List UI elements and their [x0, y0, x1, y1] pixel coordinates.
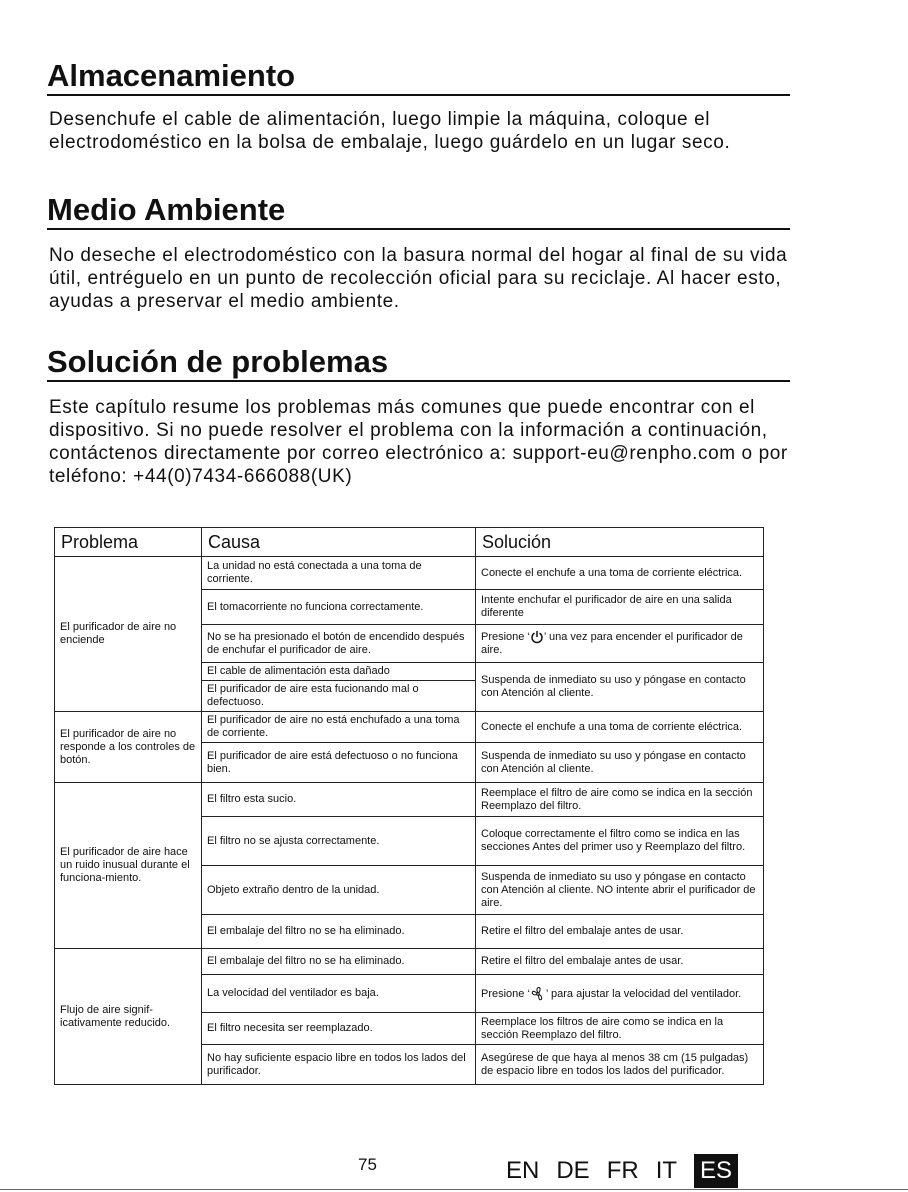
solution-cell: Conecte el enchufe a una toma de corriente eléctrica.	[476, 712, 764, 743]
cause-cell: El tomacorriente no funciona correctamente.	[202, 590, 476, 625]
solution-cell	[476, 975, 764, 1013]
solution-text-post: ’ una vez para encender el purificador de aire.	[481, 630, 743, 656]
cause-cell: El embalaje del filtro no se ha eliminado.	[202, 915, 476, 949]
troubleshooting-table	[54, 527, 764, 1085]
cause-cell: El filtro necesita ser reemplazado.	[202, 1013, 476, 1045]
power-icon	[530, 630, 544, 644]
problem-cell: El purificador de aire no enciende	[55, 557, 202, 712]
cause-cell: La velocidad del ventilador es baja.	[202, 975, 476, 1013]
problem-cell: El purificador de aire no responde a los controles de botón.	[55, 712, 202, 783]
table-header-row	[55, 528, 764, 557]
problem-cell: El purificador de aire hace un ruido inusual durante el funciona-miento.	[55, 783, 202, 949]
solution-cell: Retire el filtro del embalaje antes de usar.	[476, 915, 764, 949]
section-title-solucion-problemas: Solución de problemas	[47, 345, 790, 382]
solution-cell	[476, 625, 764, 663]
solution-cell: Coloque correctamente el filtro como se indica en las secciones Antes del primer uso y Reemplazo del filtro.	[476, 817, 764, 866]
solution-cell: Reemplace el filtro de aire como se indica en la sección Reemplazo del filtro.	[476, 783, 764, 817]
page-number: 75	[358, 1155, 377, 1174]
table-row	[55, 783, 764, 817]
solution-text-pre: Presione ‘	[481, 630, 530, 643]
cause-cell: El purificador de aire está defectuoso o no funciona bien.	[202, 743, 476, 783]
cause-cell: El filtro esta sucio.	[202, 783, 476, 817]
problem-cell: Flujo de aire signif-icativamente reducido.	[55, 949, 202, 1085]
cause-cell: No se ha presionado el botón de encendido después de enchufar el purificador de aire.	[202, 625, 476, 663]
section-title-almacenamiento: Almacenamiento	[47, 59, 790, 96]
solution-cell: Reemplace los filtros de aire como se indica en la sección Reemplazo del filtro.	[476, 1013, 764, 1045]
cause-cell: El embalaje del filtro no se ha eliminado.	[202, 949, 476, 975]
section-text-almacenamiento: Desenchufe el cable de alimentación, luego limpie la máquina, coloque el electrodoméstico en la bolsa de embalaje, luego guárdelo en un lugar seco.	[49, 109, 731, 153]
solution-cell: Suspenda de inmediato su uso y póngase en contacto con Atención al cliente. NO intente abrir el purificador de aire.	[476, 866, 764, 915]
language-fr: FR	[606, 1157, 639, 1184]
solution-cell: Suspenda de inmediato su uso y póngase en contacto con Atención al cliente.	[476, 663, 764, 712]
section-title-medio-ambiente: Medio Ambiente	[47, 193, 790, 230]
header-problema: Problema	[55, 528, 202, 557]
solution-cell: Retire el filtro del embalaje antes de usar.	[476, 949, 764, 975]
solution-text-post: ’ para ajustar la velocidad del ventilador.	[545, 987, 742, 1000]
bottom-divider	[0, 1189, 908, 1190]
cause-cell: El filtro no se ajusta correctamente.	[202, 817, 476, 866]
table-row	[55, 557, 764, 590]
language-es-active: ES	[694, 1154, 738, 1188]
section-text-medio-ambiente: No deseche el electrodoméstico con la basura normal del hogar al final de su vida útil, entréguelo en un punto de recolección oficial para su reciclaje. Al hacer esto, ayudas a preservar el medio ambiente.	[49, 245, 788, 312]
language-selector	[506, 1152, 738, 1190]
solution-cell: Suspenda de inmediato su uso y póngase en contacto con Atención al cliente.	[476, 743, 764, 783]
cause-cell: La unidad no está conectada a una toma de corriente.	[202, 557, 476, 590]
language-en: EN	[506, 1157, 540, 1184]
header-solucion: Solución	[476, 528, 764, 557]
solution-cell: Conecte el enchufe a una toma de corriente eléctrica.	[476, 557, 764, 590]
solution-cell: Asegúrese de que haya al menos 38 cm (15 pulgadas) de espacio libre en todos los lados del purificador.	[476, 1045, 764, 1085]
solution-cell: Intente enchufar el purificador de aire en una salida diferente	[476, 590, 764, 625]
table-row	[55, 949, 764, 975]
language-it: IT	[655, 1157, 678, 1184]
header-causa: Causa	[202, 528, 476, 557]
cause-cell: El purificador de aire esta fucionando mal o defectuoso.	[202, 681, 476, 712]
cause-cell: El cable de alimentación esta dañado	[202, 663, 476, 681]
fan-icon	[530, 986, 546, 1002]
cause-cell: Objeto extraño dentro de la unidad.	[202, 866, 476, 915]
cause-cell: El purificador de aire no está enchufado a una toma de corriente.	[202, 712, 476, 743]
language-de: DE	[556, 1157, 590, 1184]
cause-cell: No hay suficiente espacio libre en todos los lados del purificador.	[202, 1045, 476, 1085]
solution-text-pre: Presione ‘	[481, 987, 530, 1000]
section-text-solucion-problemas: Este capítulo resume los problemas más comunes que puede encontrar con el dispositivo. Si no puede resolver el problema con la información a continuación, contáctenos directamente por correo electrónico a: support-eu@renpho.com o por teléfono: +44(0)7434-666088(UK)	[49, 397, 788, 487]
table-row	[55, 712, 764, 743]
